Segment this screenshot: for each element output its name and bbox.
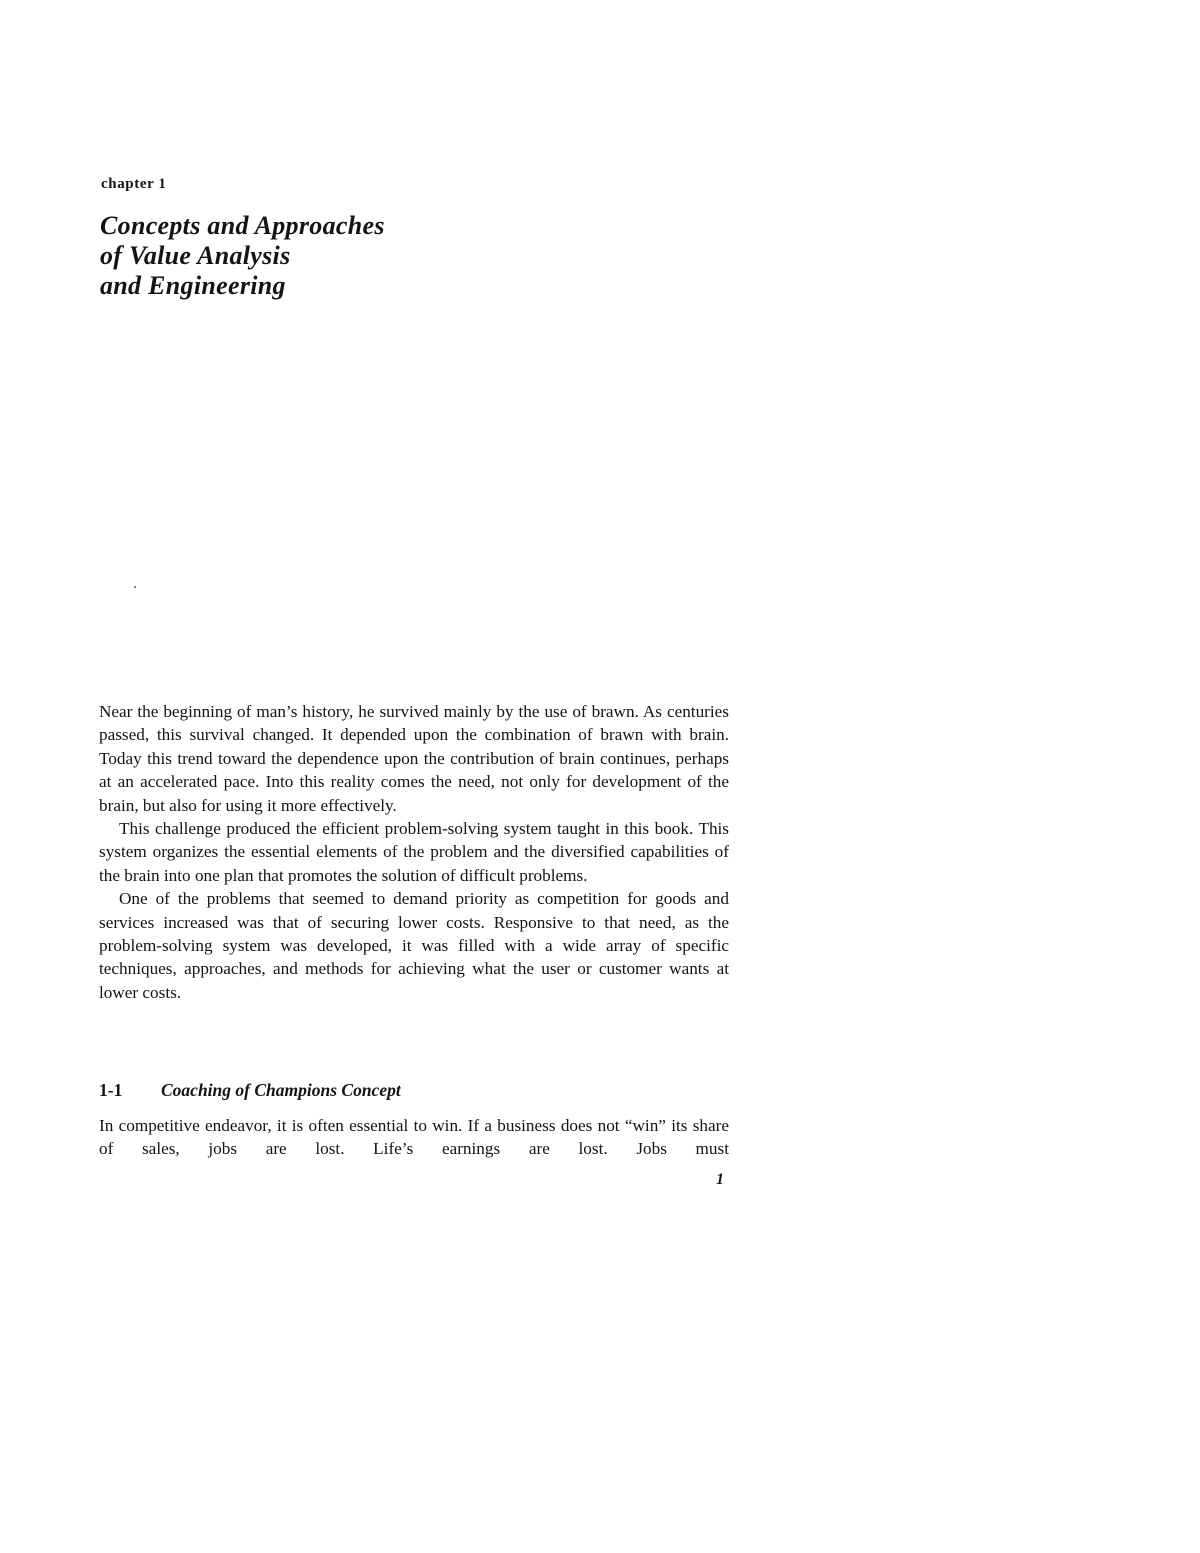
chapter-title <box>100 211 385 301</box>
paragraph: This challenge produced the efficient problem-solving system taught in this book. This system organizes the essential elements of the problem and the diversified capabilities of the brain into one plan that promotes the solution of difficult problems. <box>99 819 729 885</box>
chapter-title-line: of Value Analysis <box>100 241 291 270</box>
page-number: 1 <box>716 1171 724 1188</box>
section-number: 1-1 <box>99 1080 123 1100</box>
paragraph: Near the beginning of man’s history, he survived mainly by the use of brawn. As centuries passed, this survival changed. It depended upon the combination of brawn with brain. Today this trend toward the dependence upon the contribution of brain continues, perhaps at an accelerated pace. Into this reality comes the need, not only for development of the brain, but also for using it more effectively. <box>99 702 729 815</box>
section-title: Coaching of Champions Concept <box>161 1080 401 1100</box>
chapter-title-line: Concepts and Approaches <box>100 211 385 240</box>
section-paragraph: In competitive endeavor, it is often essential to win. If a business does not “win” its share of sales, jobs are lost. Life’s earnings are lost. Jobs must <box>99 1116 729 1159</box>
body-text <box>99 700 729 1004</box>
chapter-title-line: and Engineering <box>100 271 286 300</box>
section-heading <box>99 1080 401 1101</box>
stray-dot <box>134 586 136 588</box>
paragraph: One of the problems that seemed to demand priority as competition for goods and services increased was that of securing lower costs. Responsive to that need, as the problem-solving system was developed, it was filled with a wide array of specific techniques, approaches, and methods for achieving what the user or customer wants at lower costs. <box>99 889 729 1002</box>
chapter-label: chapter 1 <box>101 176 167 192</box>
